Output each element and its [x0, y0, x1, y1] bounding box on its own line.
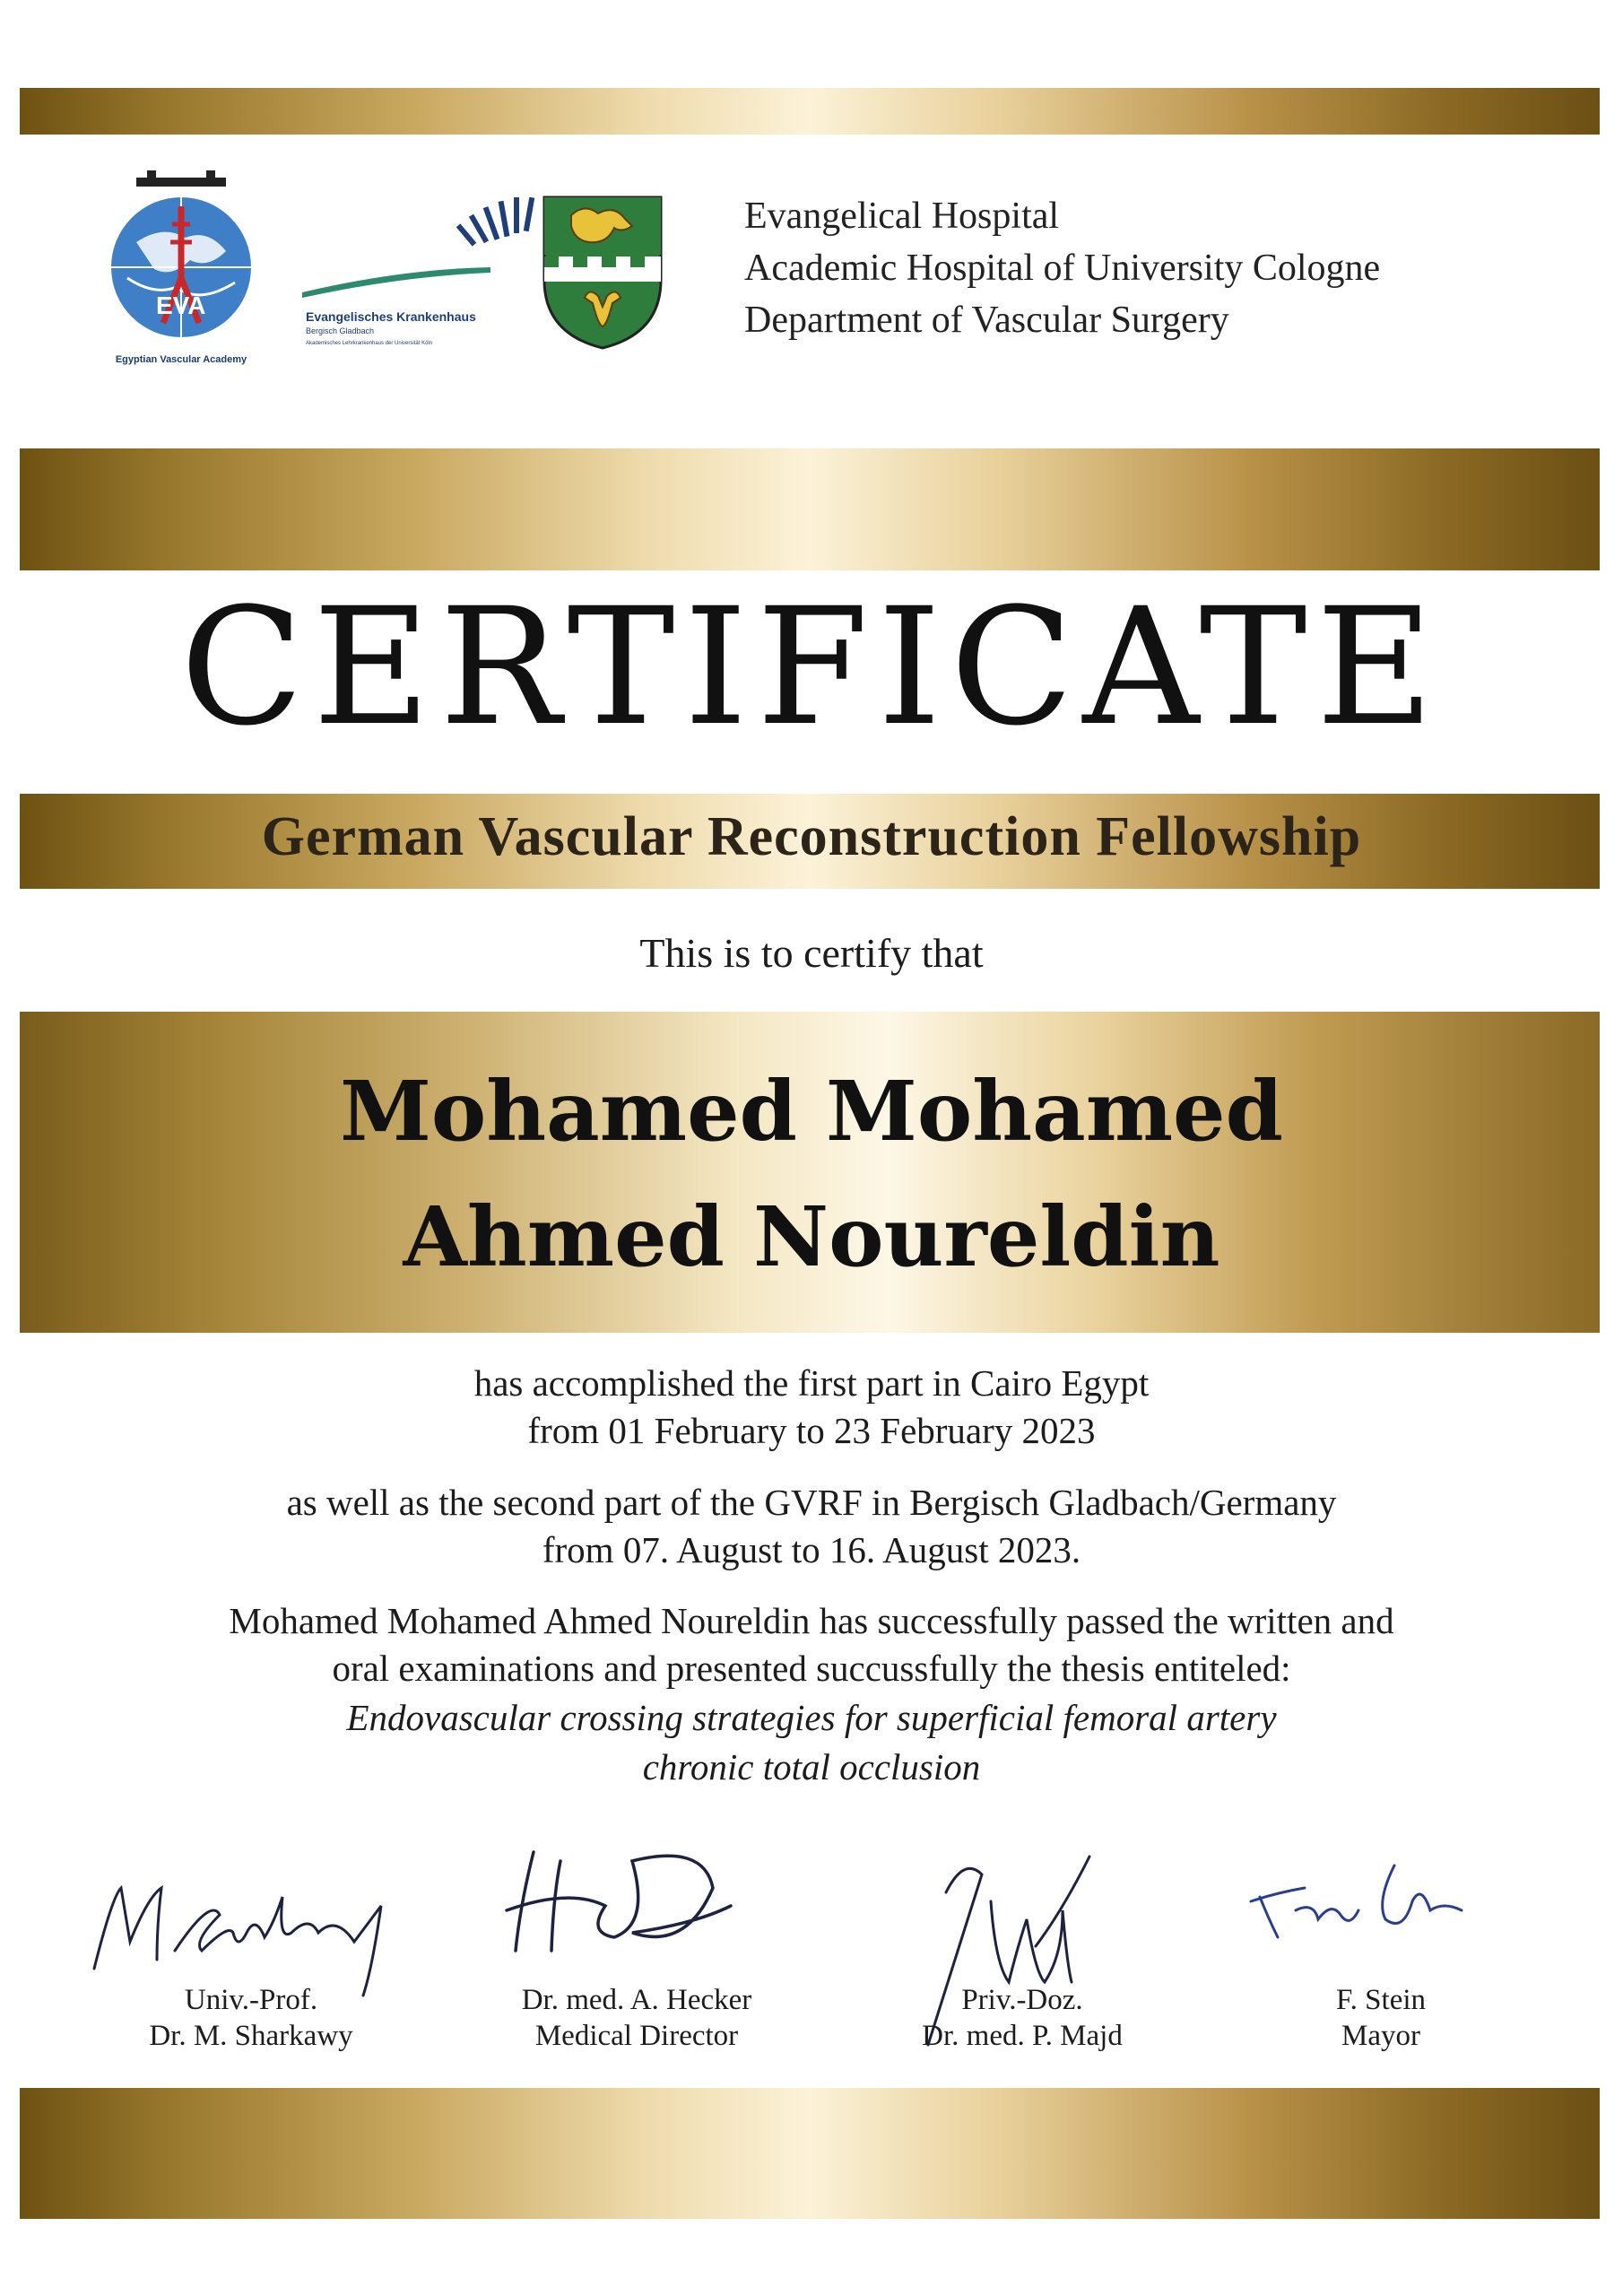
signature-stein — [1242, 1848, 1475, 1955]
signatory-sharkawy-title: Univ.-Prof. — [184, 1984, 318, 2016]
ek-name-text: Evangelisches Krankenhaus — [306, 309, 476, 324]
gold-band-top — [20, 88, 1600, 135]
body-line-2: from 01 February to 23 February 2023 — [527, 1410, 1096, 1451]
hospital-affiliation: Academic Hospital of University Cologne — [744, 248, 1381, 289]
thesis-title-line-1: Endovascular crossing strategies for superficial femoral artery — [346, 1697, 1277, 1738]
gold-band-upper — [20, 448, 1600, 570]
certify-statement: This is to certify that — [639, 930, 984, 976]
logo-row — [100, 170, 674, 368]
fellowship-title: German Vascular Reconstruction Fellowship — [261, 806, 1362, 867]
signatory-sharkawy-name: Dr. M. Sharkawy — [149, 2020, 353, 2052]
body-line-4: from 07. August to 16. August 2023. — [542, 1529, 1081, 1570]
thesis-title-line-2: chronic total occlusion — [642, 1746, 981, 1787]
gold-band-bottom — [20, 2088, 1600, 2219]
signatory-hecker-name: Medical Director — [534, 2020, 739, 2052]
recipient-name-line2: Ahmed Noureldin — [403, 1188, 1220, 1285]
certificate-title: CERTIFICATE — [180, 574, 1443, 761]
egyptian-vascular-academy-logo — [100, 170, 262, 368]
recipient-name-line1: Mohamed Mohamed — [340, 1063, 1283, 1160]
body-line-5: Mohamed Mohamed Ahmed Noureldin has successfully passed the written and — [229, 1600, 1394, 1641]
hospital-name: Evangelical Hospital — [744, 196, 1060, 237]
signatory-sharkawy — [117, 1982, 386, 2054]
signature-hecker — [498, 1834, 749, 1969]
body-line-1: has accomplished the first part in Cairo Egypt — [473, 1362, 1150, 1404]
body-line-3: as well as the second part of the GVRF in Bergisch Gladbach/Germany — [286, 1482, 1337, 1523]
signatory-majd-name: Dr. med. P. Majd — [922, 2020, 1123, 2052]
ek-city-text: Bergisch Gladbach — [306, 326, 375, 335]
eva-mark-text: EVA — [156, 291, 206, 319]
bergisch-gladbach-crest — [535, 190, 670, 352]
signatory-majd-title: Priv.-Doz. — [961, 1984, 1083, 2016]
body-line-6: oral examinations and presented succussfully the thesis entiteled: — [332, 1648, 1291, 1689]
signatory-stein — [1282, 1982, 1480, 2054]
hospital-header — [744, 190, 1551, 346]
signatory-stein-name: Mayor — [1341, 2020, 1420, 2052]
signatory-stein-title: F. Stein — [1335, 1984, 1427, 2016]
eva-label-text: Egyptian Vascular Academy — [115, 354, 247, 365]
signatory-hecker-title: Dr. med. A. Hecker — [521, 1984, 752, 2016]
signatory-majd — [888, 1982, 1157, 2054]
signatory-hecker — [484, 1982, 789, 2054]
ek-sub-text: Akademisches Lehrkrankenhaus der Universität Köln — [306, 341, 433, 346]
hospital-department: Department of Vascular Surgery — [744, 300, 1229, 341]
